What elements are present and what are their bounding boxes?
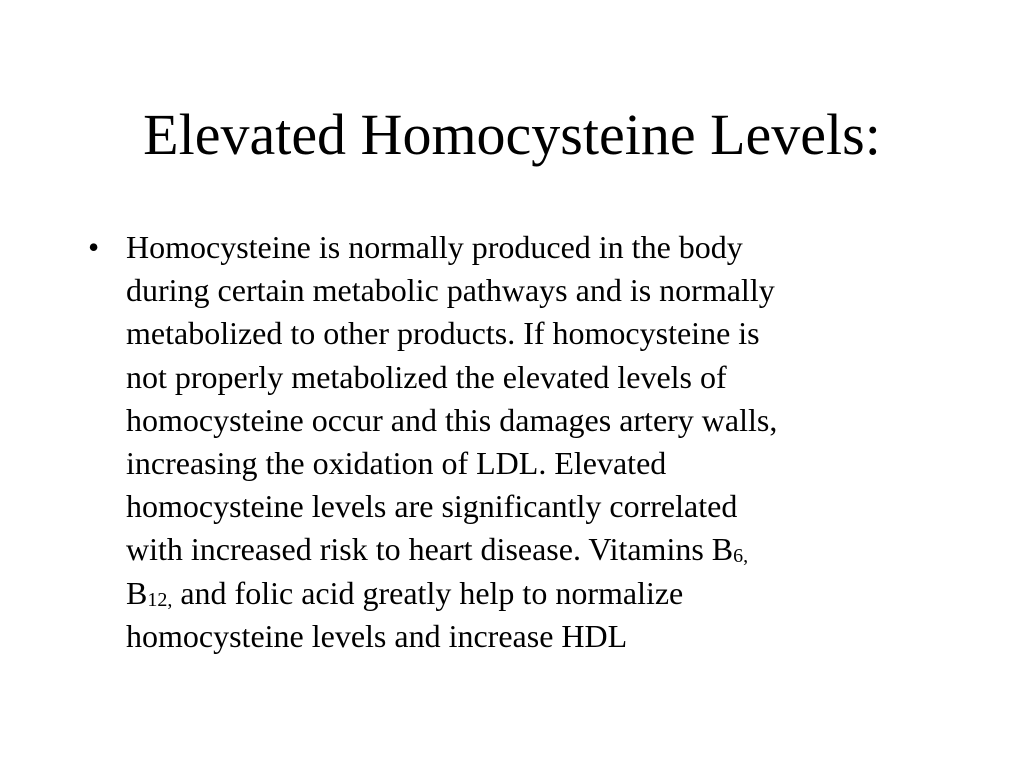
body-line-10: homocysteine levels and increase HDL <box>126 617 628 654</box>
body-line-9-text: and folic acid greatly help to normalize <box>172 574 684 611</box>
subscript-6: 6, <box>733 545 749 568</box>
body-line-5: homocysteine occur and this damages artery walls, <box>126 401 778 438</box>
body-line-1: Homocysteine is normally produced in the body <box>126 229 743 265</box>
slide-title: Elevated Homocysteine Levels: <box>143 102 881 167</box>
body-line-6: increasing the oxidation of LDL. Elevated <box>126 445 667 482</box>
bullet-item <box>88 226 958 658</box>
body-line-8-text: with increased risk to heart disease. Vitamins B <box>126 531 734 568</box>
body-line-9 <box>126 572 958 615</box>
body-line-7: homocysteine levels are significantly correlated <box>126 488 738 525</box>
body-line-9-b: B <box>126 574 148 611</box>
body-line-2: during certain metabolic pathways and is normally <box>126 272 775 309</box>
bullet-icon: • <box>88 229 100 265</box>
subscript-12: 12, <box>147 588 173 611</box>
body-line-4: not properly metabolized the elevated levels of <box>126 358 727 395</box>
body-line-8 <box>126 528 958 571</box>
bullet-list <box>88 226 958 658</box>
body-line-3: metabolized to other products. If homocysteine is <box>126 315 760 352</box>
